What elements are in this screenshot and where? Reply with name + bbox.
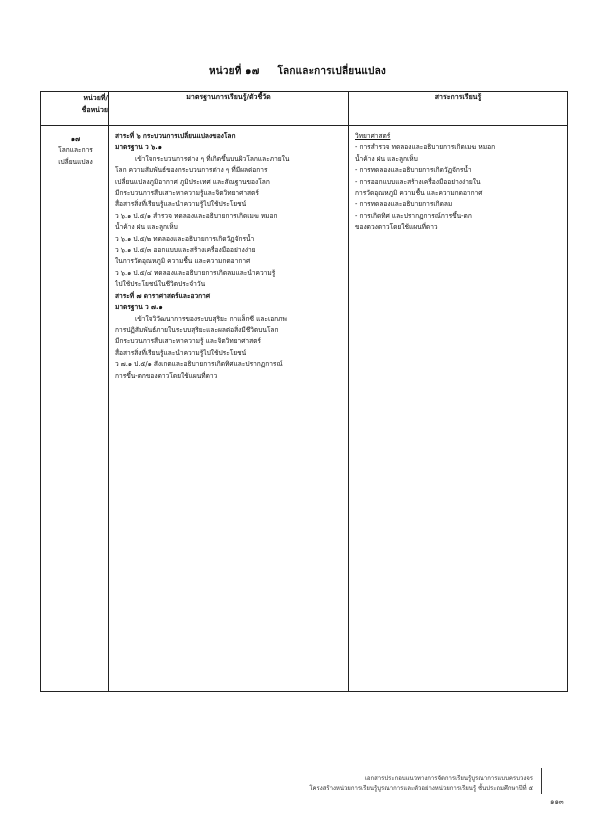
header-unit-line1: หน่วยที่/ <box>83 94 108 102</box>
standards-line: มีกระบวนการสืบเสาะหาความรู้ และจิตวิทยาศาสตร์ <box>115 337 261 346</box>
standards-line: การขึ้น-ตกของดาวโดยใช้แผนที่ดาว <box>115 371 218 380</box>
page-number: ๑๑๓ <box>550 798 564 806</box>
content-line: - การออกแบบและสร้างเครื่องมืออย่างง่ายใน <box>355 177 481 186</box>
content-line: วิทยาศาสตร์ <box>355 132 391 140</box>
standards-line: ในการวัดอุณหภูมิ ความชื้น และความกดอากาศ <box>115 257 251 266</box>
standards-line: ไปใช้ประโยชน์ในชีวิตประจำวัน <box>115 280 206 289</box>
footer-divider <box>541 768 542 794</box>
footer <box>309 774 533 794</box>
content-line: - การเกิดทิศ และปรากฏการณ์การขึ้น-ตก <box>355 211 472 220</box>
content-line: การวัดอุณหภูมิ ความชื้น และความกดอากาศ <box>355 189 483 198</box>
standards-line: มาตรฐาน ว ๗.๑ <box>115 303 163 312</box>
unit-name-line1: โลกและการ <box>58 146 93 155</box>
standards-line: เข้าใจวิวัฒนาการของระบบสุริยะ กาแล็กซี และเอกภพ <box>135 314 287 323</box>
content-line: - การทดลองและอธิบายการเกิดลม <box>355 200 453 209</box>
standards-line: เปลี่ยนแปลงภูมิอากาศ ภูมิประเทศ และสัณฐานของโลก <box>115 177 270 186</box>
unit-number: ๑๗ <box>70 135 81 143</box>
page-title <box>0 64 595 79</box>
standards-line: ว ๖.๑ ป.๕/๑ สำรวจ ทดลองและอธิบายการเกิดเมฆ หมอก <box>115 211 278 220</box>
header-unit <box>41 92 109 126</box>
standards-line: สาระที่ ๗ ดาราศาสตร์และอวกาศ <box>115 291 211 300</box>
unit-title-name: โลกและการเปลี่ยนแปลง <box>277 66 386 77</box>
standards-line: ว ๗.๑ ป.๕/๑ สังเกตและอธิบายการเกิดทิศและปรากฏการณ์ <box>115 360 283 369</box>
standards-line: สื่อสารสิ่งที่เรียนรู้และนำความรู้ไปใช้ประโยชน์ <box>115 200 247 209</box>
content-line: - การสำรวจ ทดลองและอธิบายการเกิดเมฆ หมอก <box>355 143 496 152</box>
footer-line2: โครงสร้างหน่วยการเรียนรู้บูรณาการและตัวอย่างหน่วยการเรียนรู้ ชั้นประถมศึกษาปีที่ ๕ <box>309 785 533 792</box>
standards-line: ว ๖.๑ ป.๕/๓ ออกแบบและสร้างเครื่องมืออย่างง่าย <box>115 246 256 255</box>
standards-line: น้ำค้าง ฝน และลูกเห็บ <box>115 223 178 232</box>
standards-line: เข้าใจกระบวนการต่าง ๆ ที่เกิดขึ้นบนผิวโลกและภายใน <box>135 154 290 163</box>
content-line: - การทดลองและอธิบายการเกิดวัฏจักรน้ำ <box>355 166 472 175</box>
standards-line: มีกระบวนการสืบเสาะหาความรู้และจิตวิทยาศาสตร์ <box>115 189 259 198</box>
header-content: สาระการเรียนรู้ <box>349 92 568 126</box>
standards-line: ว ๖.๑ ป.๕/๒ ทดลองและอธิบายการเกิดวัฏจักรน้ำ <box>115 234 255 243</box>
standards-line: การปฏิสัมพันธ์ภายในระบบสุริยะและผลต่อสิ่งมีชีวิตบนโลก <box>115 325 279 334</box>
header-standards: มาตรฐานการเรียนรู้/ตัวชี้วัด <box>109 92 349 126</box>
standards-cell <box>109 126 349 692</box>
standards-line: สื่อสารสิ่งที่เรียนรู้และนำความรู้ไปใช้ประโยชน์ <box>115 348 247 357</box>
table-header-row <box>41 92 568 126</box>
standards-line: สาระที่ ๖ กระบวนการเปลี่ยนแปลงของโลก <box>115 132 236 140</box>
standards-line: โลก ความสัมพันธ์ของกระบวนการต่าง ๆ ที่มีผลต่อการ <box>115 166 268 175</box>
content-line: น้ำค้าง ฝน และลูกเห็บ <box>355 154 418 163</box>
unit-cell <box>41 126 109 692</box>
content-cell <box>349 126 568 692</box>
header-unit-line2: ชื่อหน่วย <box>81 106 108 114</box>
standards-line: มาตรฐาน ว ๖.๑ <box>115 143 162 152</box>
content-line: ของดวงดาวโดยใช้แผนที่ดาว <box>355 223 438 232</box>
curriculum-table <box>40 91 568 692</box>
unit-name-line2: เปลี่ยนแปลง <box>58 157 93 166</box>
footer-line1: เอกสารประกอบแนวทางการจัดการเรียนรู้บูรณาการแบบครบวงจร <box>364 775 533 782</box>
table-row <box>41 126 568 692</box>
standards-line: ว ๖.๑ ป.๕/๔ ทดลองและอธิบายการเกิดลมและนำความรู้ <box>115 268 276 277</box>
unit-title-prefix: หน่วยที่ ๑๗ <box>209 66 260 77</box>
